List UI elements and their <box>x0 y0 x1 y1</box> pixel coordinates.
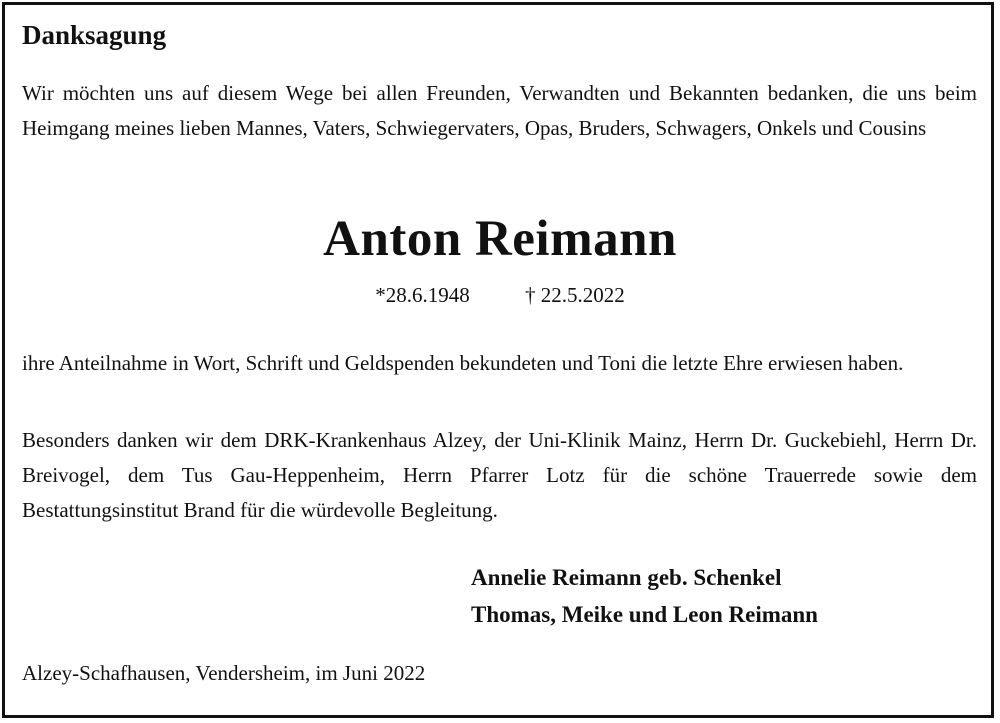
thanks-paragraph: Besonders danken wir dem DRK-Krankenhaus Alzey, der Uni-Klinik Mainz, Herrn Dr. Guckebiehl, Herrn Dr. Breivogel, dem Tus Gau-Heppenheim, Herrn Pfarrer Lotz für die schöne Trauerrede sowie dem Bestattungsinstitut Brand für die würdevolle Begleitung. <box>22 428 977 522</box>
death-date: † 22.5.2022 <box>525 283 625 307</box>
deceased-name: Anton Reimann <box>323 211 677 267</box>
birth-date: *28.6.1948 <box>375 283 470 307</box>
signers <box>471 559 818 633</box>
life-dates <box>0 283 1000 308</box>
condolence-paragraph: ihre Anteilnahme in Wort, Schrift und Geldspenden bekundeten und Toni die letzte Ehre erwiesen haben. <box>22 351 904 375</box>
signer-line: Thomas, Meike und Leon Reimann <box>471 602 818 627</box>
intro-paragraph: Wir möchten uns auf diesem Wege bei allen Freunden, Verwandten und Bekannten bedanken, die uns beim Heimgang meines lieben Mannes, Vaters, Schwiegervaters, Opas, Bruders, Schwagers, Onkels und Cousins <box>22 81 977 140</box>
notice-heading: Danksagung <box>22 20 167 50</box>
signer-line: Annelie Reimann geb. Schenkel <box>471 565 782 590</box>
place-and-date: Alzey-Schafhausen, Vendersheim, im Juni 2022 <box>22 661 426 685</box>
